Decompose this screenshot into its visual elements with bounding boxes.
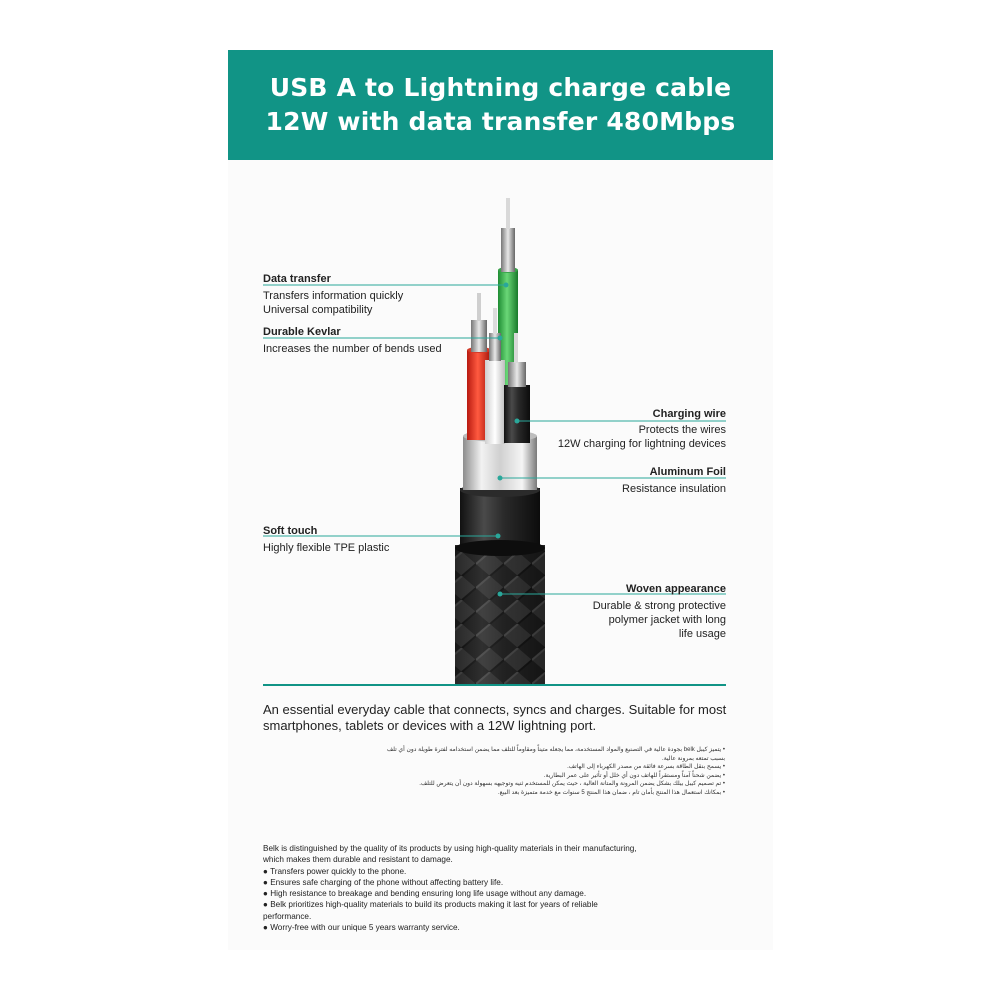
label-line: Universal compatibility — [263, 304, 373, 316]
label-title: Soft touch — [263, 525, 318, 537]
label-line: polymer jacket with long — [608, 614, 726, 626]
label-woven-appearance — [593, 582, 726, 641]
label-aluminum-foil — [622, 465, 726, 496]
label-title: Data transfer — [263, 273, 331, 285]
tagline: An essential everyday cable that connects, syncs and charges. Suitable for most smartphones, tablets or devices with a 12W lightning port. — [263, 702, 727, 733]
title-line-1: USB A to Lightning charge cable — [269, 73, 732, 102]
label-charging-wire — [558, 407, 726, 451]
english-description — [263, 843, 643, 933]
english-bullet: ● High resistance to breakage and bending ensuring long life usage without any damage. — [263, 889, 587, 899]
label-title: Woven appearance — [625, 583, 726, 595]
label-line: Resistance insulation — [622, 483, 726, 495]
label-line: Protects the wires — [638, 424, 726, 436]
label-line: Highly flexible TPE plastic — [263, 542, 390, 554]
label-title: Durable Kevlar — [263, 326, 341, 338]
arabic-bullet: • يسمح بنقل الطاقة بسرعة فائقة من مصدر الكهرباء إلى الهاتف. — [567, 764, 725, 771]
label-data-transfer — [263, 272, 403, 317]
arabic-bullet: • بمكانك استعمال هذا المنتج بأمان تام ، ضمان هذا المنتج 5 سنوات مع خدمة متميزة بعد البيع. — [497, 789, 725, 796]
label-line: Transfers information quickly — [263, 290, 404, 302]
label-title: Charging wire — [652, 408, 726, 420]
section-divider — [263, 684, 726, 686]
label-soft-touch — [263, 524, 389, 555]
arabic-bullet: • يضمن شحناً آمناً ومستقراً للهاتف دون أي خلل أو تأثير على عمر البطارية. — [543, 772, 725, 779]
english-bullet: ● Transfers power quickly to the phone. — [263, 866, 407, 876]
label-line: 12W charging for lightning devices — [557, 438, 726, 450]
label-durable-kevlar — [263, 325, 442, 356]
english-bullet: ● Worry-free with our unique 5 years warranty service. — [263, 923, 460, 933]
label-title: Aluminum Foil — [649, 466, 726, 478]
white-wire — [485, 360, 505, 444]
label-line: life usage — [678, 628, 726, 640]
arabic-bullet: • يتميز كيبل belk بجودة عالية في التصنيع والمواد المستخدمة، مما يجعله متيناً ومقاوماً للتلف مما يضمن استخدامه لفترة طويلة دون أي تلف بسبب تمتعه بمرونة عالية. — [386, 747, 725, 762]
arabic-description — [380, 746, 725, 798]
english-bullet: ● Ensures safe charging of the phone without affecting battery life. — [263, 877, 504, 887]
black-wire — [504, 385, 530, 443]
label-line: Durable & strong protective — [592, 600, 726, 612]
label-line: Increases the number of bends used — [263, 343, 442, 355]
title-line-2: 12W with data transfer 480Mbps — [265, 107, 736, 136]
english-intro: Belk is distinguished by the quality of its products by using high-quality materials in their manufacturing, which makes them durable and resistant to damage. — [263, 844, 637, 865]
arabic-bullet: • تم تصميم كيبل بيلك بشكل يضمن المرونة والمتانة العالية ، حيث يمكن للمستخدم ثنيه وتوجيهه بسهولة دون أن يتعرض للتلف. — [419, 781, 725, 788]
aluminum-foil — [463, 436, 537, 490]
english-bullet: ● Belk prioritizes high-quality materials to build its products making it last for years of reliable performance. — [263, 900, 598, 921]
